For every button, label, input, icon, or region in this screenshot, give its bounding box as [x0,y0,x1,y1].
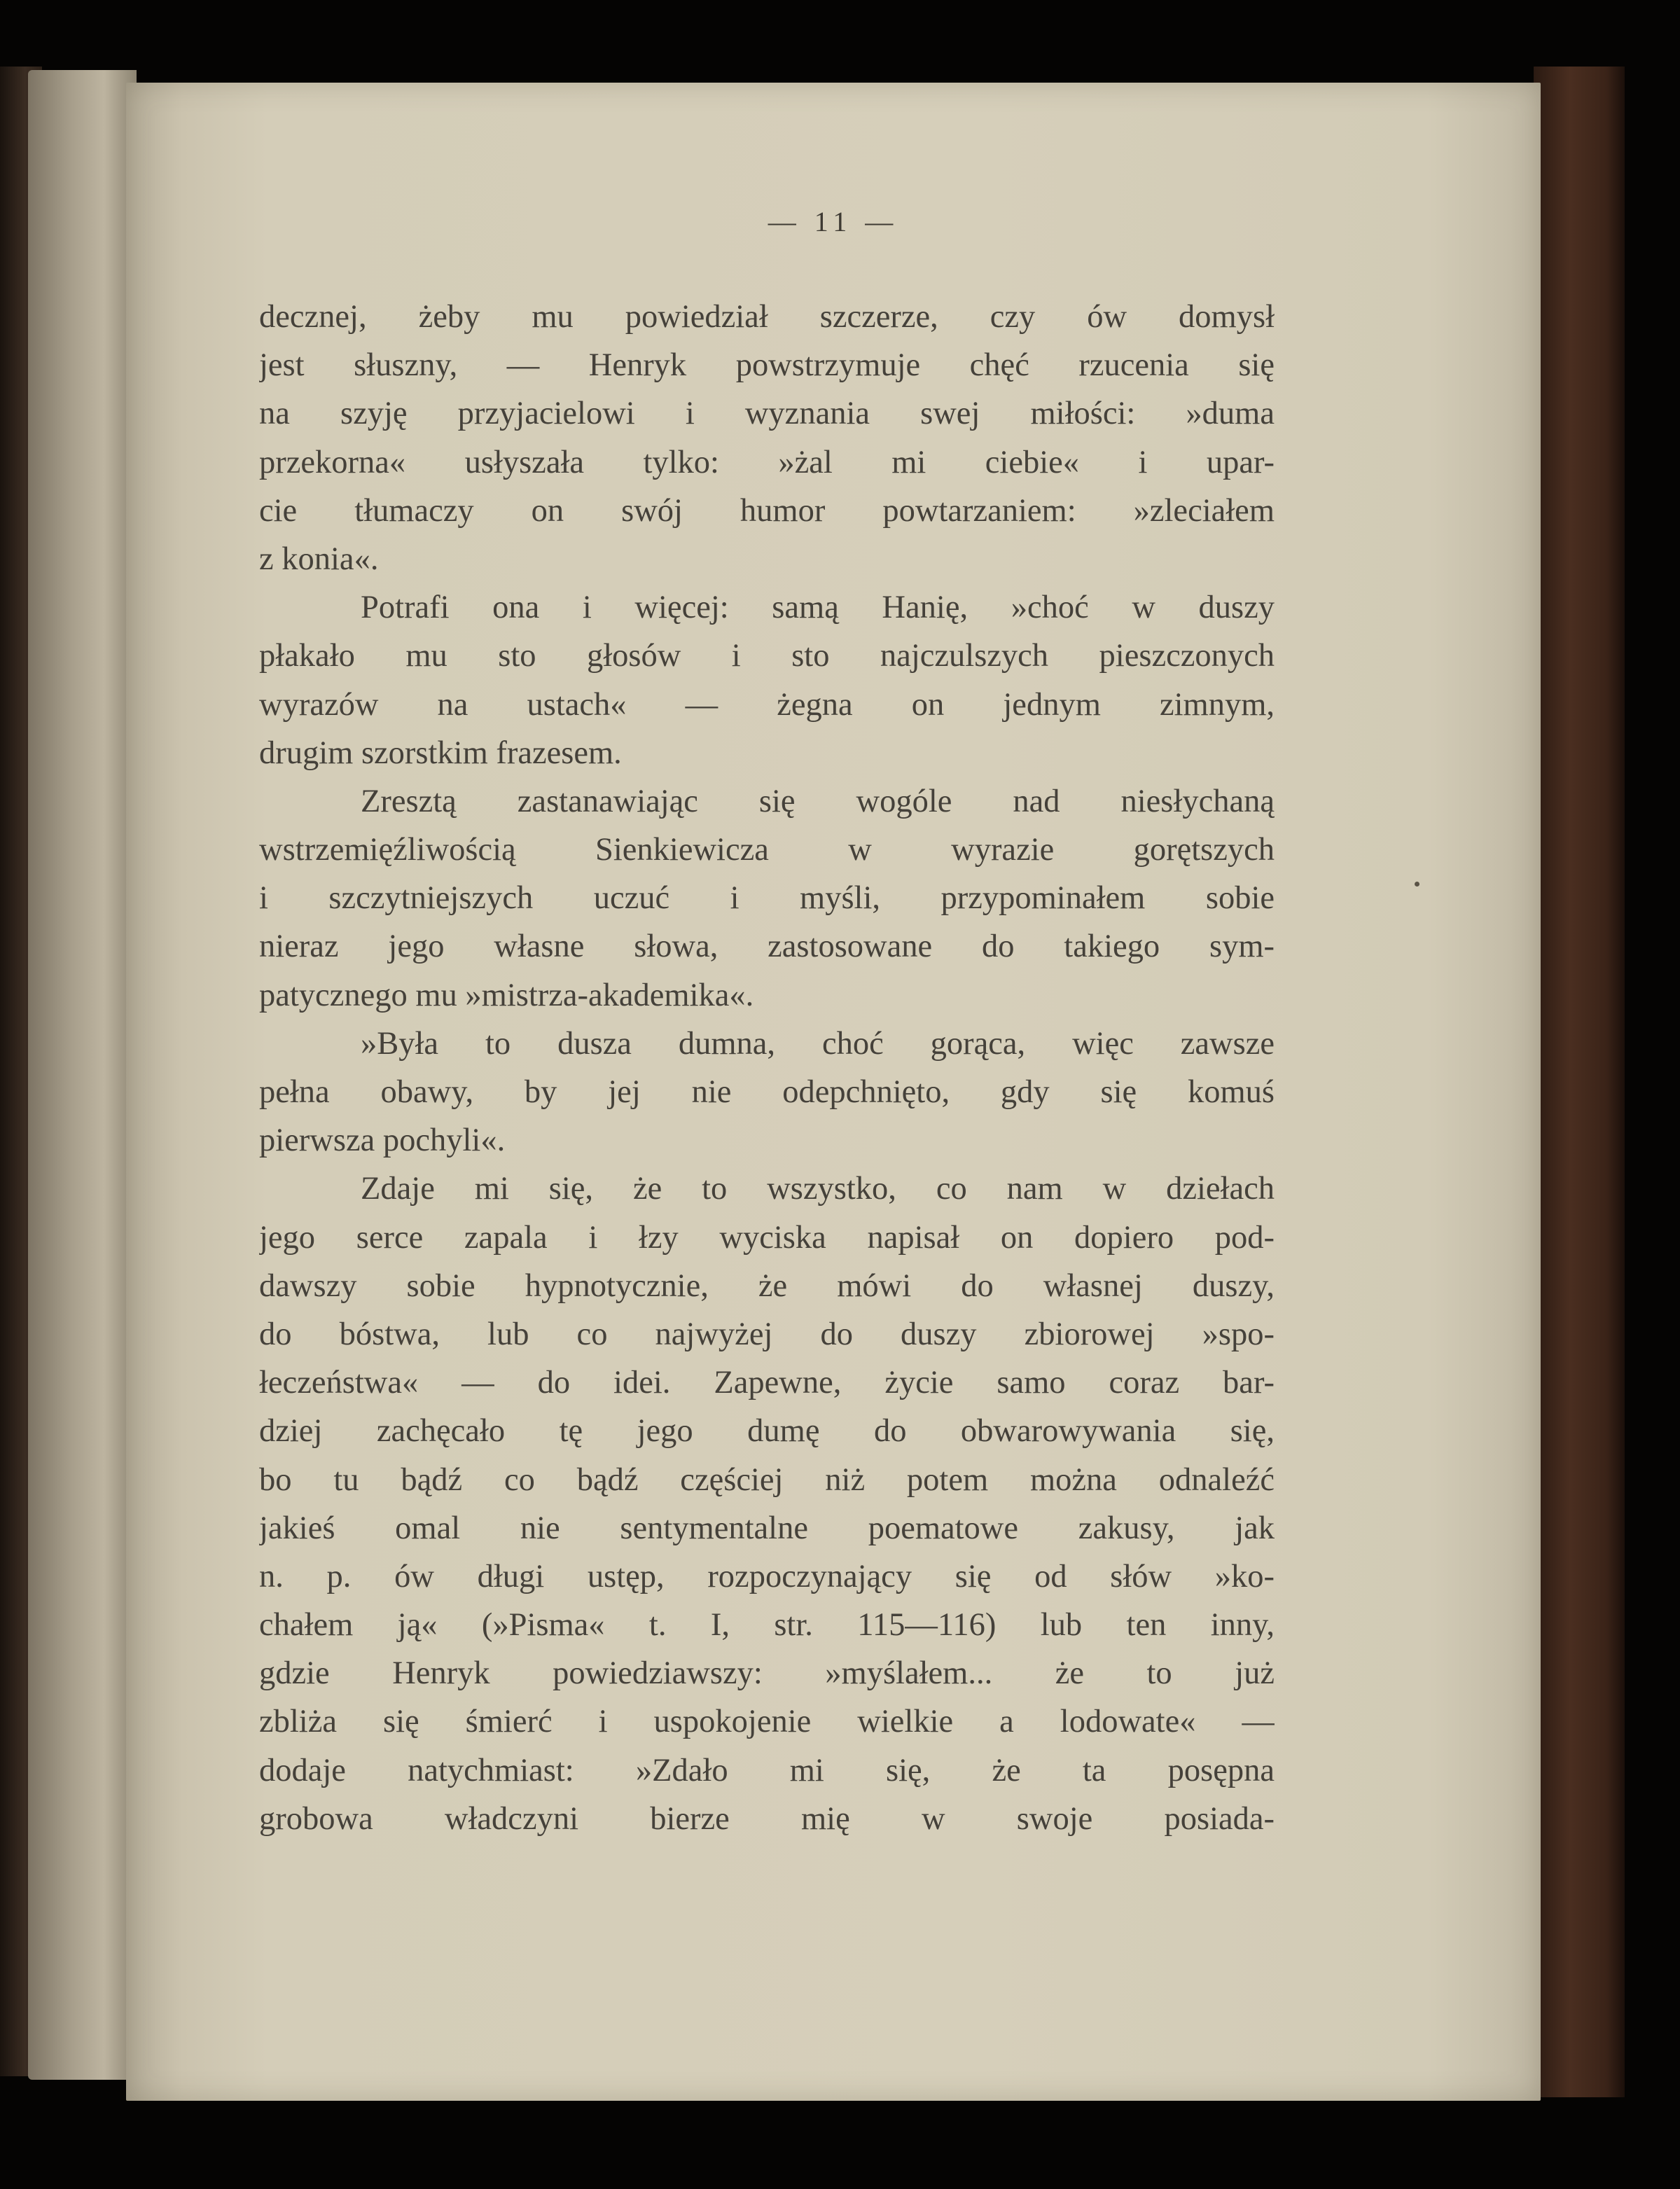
text-line: patycznego mu »mistrza-akademika«. [259,977,754,1013]
text-line: jest słuszny, — Henryk powstrzymuje chęć rzucenia się [259,347,1275,384]
page-number: — 11 — [768,206,899,237]
text-line: decznej, żeby mu powiedział szczerze, czy ów domysł [259,299,1275,335]
text-line: drugim szorstkim frazesem. [259,735,622,771]
text-line: bo tu bądź co bądź częściej niż potem można odnaleźć [259,1461,1275,1498]
book-page [126,83,1541,2101]
text-line: dziej zachęcało tę jego dumę do obwarowywania się, [259,1413,1275,1450]
text-line: Potrafi ona i więcej: samą Hanię, »choć w duszy [361,590,1275,626]
text-line: płakało mu sto głosów i sto najczulszych pieszczonych [259,638,1275,674]
text-line: dodaje natychmiast: »Zdało mi się, że ta posępna [259,1752,1275,1788]
text-line: wstrzemięźliwością Sienkiewicza w wyrazie gorętszych [259,832,1275,868]
text-line: i szczytniejszych uczuć i myśli, przypominałem sobie [259,880,1275,917]
previous-page-edge [28,70,137,2080]
text-line: Zdaje mi się, że to wszystko, co nam w dziełach [361,1171,1275,1207]
text-line: gdzie Henryk powiedziawszy: »myślałem... że to już [259,1655,1275,1692]
text-line: cie tłumaczy on swój humor powtarzaniem: »zleciałem [259,492,1275,529]
book-cover-right [1534,67,1625,2097]
page-text [259,293,1275,1843]
text-line: nieraz jego własne słowa, zastosowane do takiego sym- [259,929,1275,965]
text-line: pierwsza pochyli«. [259,1123,506,1159]
text-line: przekorna« usłyszała tylko: »żal mi ciebie« i upar- [259,444,1275,480]
text-line: Zresztą zastanawiając się wogóle nad niesłychaną [361,783,1275,819]
text-line: zbliża się śmierć i uspokojenie wielkie a lodowate« — [259,1704,1275,1740]
paper-speck [1415,882,1419,887]
text-line: grobowa władczyni bierze mię w swoje posiada- [259,1800,1275,1837]
text-line: jakieś omal nie sentymentalne poematowe zakusy, jak [259,1510,1275,1546]
text-line: dawszy sobie hypnotycznie, że mówi do własnej duszy, [259,1267,1275,1304]
text-line: do bóstwa, lub co najwyżej do duszy zbiorowej »spo- [259,1316,1275,1352]
text-line: n. p. ów długi ustęp, rozpoczynający się od słów »ko- [259,1558,1275,1594]
text-line: jego serce zapala i łzy wyciska napisał on dopiero pod- [259,1219,1275,1256]
text-line: »Była to dusza dumna, choć gorąca, więc zawsze [361,1025,1275,1062]
text-line: na szyję przyjacielowi i wyznania swej miłości: »duma [259,396,1275,432]
text-line: wyrazów na ustach« — żegna on jednym zimnym, [259,686,1275,723]
text-line: z konia«. [259,541,379,577]
text-line: pełna obawy, by jej nie odepchnięto, gdy się komuś [259,1074,1275,1110]
text-line: chałem ją« (»Pisma« t. I, str. 115—116) lub ten inny, [259,1607,1275,1644]
text-line: łeczeństwa« — do idei. Zapewne, życie samo coraz bar- [259,1365,1275,1401]
